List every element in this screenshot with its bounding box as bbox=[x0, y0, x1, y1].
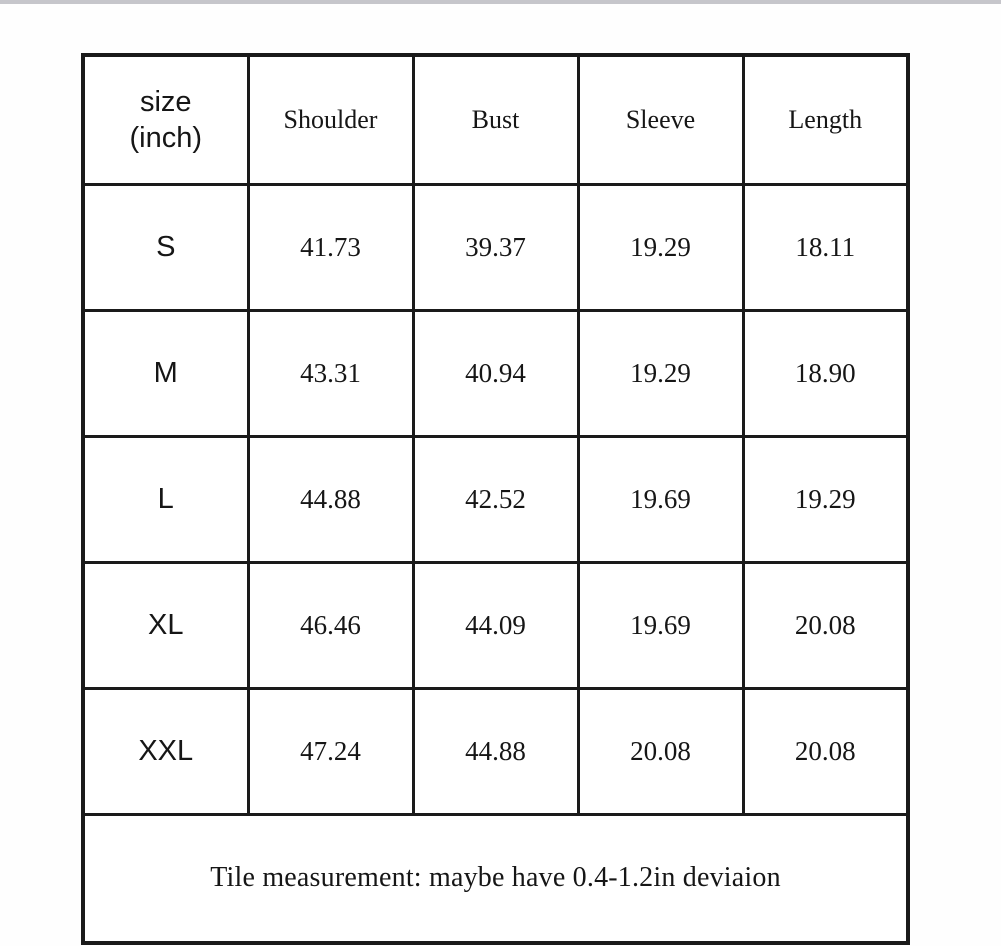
bust-value-cell: 44.09 bbox=[413, 562, 578, 688]
header-cell-sleeve: Sleeve bbox=[578, 55, 743, 184]
size-label-cell: S bbox=[83, 184, 248, 310]
window-edge-strip bbox=[0, 0, 1001, 4]
size-label-cell: XXL bbox=[83, 688, 248, 814]
sleeve-value-cell: 19.69 bbox=[578, 436, 743, 562]
size-chart-container bbox=[81, 53, 910, 945]
size-label-cell: M bbox=[83, 310, 248, 436]
length-value-cell: 20.08 bbox=[743, 688, 908, 814]
size-label-cell: L bbox=[83, 436, 248, 562]
table-row-xl bbox=[83, 562, 908, 688]
shoulder-value-cell: 46.46 bbox=[248, 562, 413, 688]
table-row-s bbox=[83, 184, 908, 310]
header-cell-bust: Bust bbox=[413, 55, 578, 184]
table-row-m bbox=[83, 310, 908, 436]
sleeve-value-cell: 19.29 bbox=[578, 310, 743, 436]
sleeve-value-cell: 20.08 bbox=[578, 688, 743, 814]
note-row bbox=[83, 814, 908, 943]
shoulder-value-cell: 41.73 bbox=[248, 184, 413, 310]
header-cell-length: Length bbox=[743, 55, 908, 184]
sleeve-value-cell: 19.29 bbox=[578, 184, 743, 310]
size-chart-table bbox=[81, 53, 910, 945]
shoulder-value-cell: 47.24 bbox=[248, 688, 413, 814]
length-value-cell: 18.90 bbox=[743, 310, 908, 436]
header-cell-size-inch bbox=[83, 55, 248, 184]
shoulder-value-cell: 43.31 bbox=[248, 310, 413, 436]
header-row bbox=[83, 55, 908, 184]
sleeve-value-cell: 19.69 bbox=[578, 562, 743, 688]
length-value-cell: 20.08 bbox=[743, 562, 908, 688]
shoulder-value-cell: 44.88 bbox=[248, 436, 413, 562]
bust-value-cell: 39.37 bbox=[413, 184, 578, 310]
bust-value-cell: 44.88 bbox=[413, 688, 578, 814]
measurement-note: Tile measurement: maybe have 0.4-1.2in deviaion bbox=[83, 814, 908, 943]
length-value-cell: 19.29 bbox=[743, 436, 908, 562]
size-label-cell: XL bbox=[83, 562, 248, 688]
bust-value-cell: 40.94 bbox=[413, 310, 578, 436]
size-header-line2: (inch) bbox=[129, 121, 202, 154]
table-row-xxl bbox=[83, 688, 908, 814]
header-cell-shoulder: Shoulder bbox=[248, 55, 413, 184]
size-header-line1: size bbox=[139, 85, 192, 118]
bust-value-cell: 42.52 bbox=[413, 436, 578, 562]
table-row-l bbox=[83, 436, 908, 562]
length-value-cell: 18.11 bbox=[743, 184, 908, 310]
